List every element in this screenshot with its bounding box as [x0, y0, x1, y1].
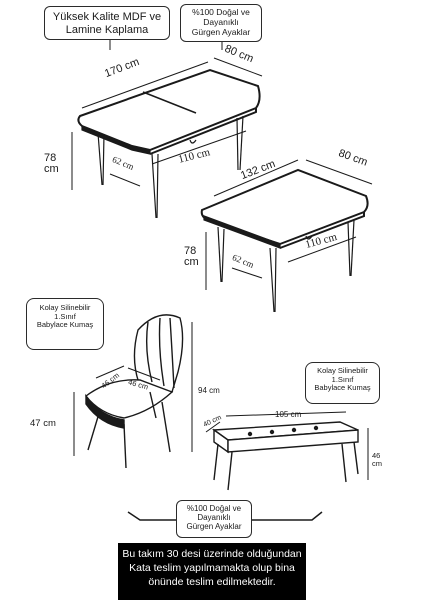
callout-text: Babylace Kumaş — [314, 383, 371, 393]
callout-text: Lamine Kaplama — [65, 23, 149, 36]
callout-text: 1.Sınıf — [54, 311, 76, 321]
callout-text: Gürgen Ayaklar — [186, 522, 242, 532]
callout-text: %100 Doğal ve — [192, 7, 250, 17]
chair-seat-height-label: 47 cm — [30, 418, 56, 429]
notice-line: önünde teslim edilmektedir. — [148, 576, 276, 589]
callout-text: Dayanıklı — [203, 16, 239, 27]
bench-depth-label: 40 cm — [202, 414, 223, 429]
closed-table-illustration — [202, 170, 368, 312]
chair-depth-label: 46 cm — [99, 370, 122, 391]
height-unit: cm — [44, 163, 59, 175]
height-value: 78 — [44, 152, 57, 164]
closed-height-label — [184, 246, 199, 268]
bench-fabric-callout — [305, 362, 380, 404]
closed-leg-span-label: 62 cm — [230, 252, 256, 270]
extended-width-label: 80 cm — [222, 42, 256, 66]
delivery-notice — [118, 543, 306, 600]
height-value: 78 — [184, 245, 197, 257]
callout-text: Kolay Silinebilir — [39, 303, 91, 312]
natural-legs-callout-bottom — [176, 500, 252, 538]
closed-length-label: 132 cm — [239, 157, 278, 183]
extended-inner-label: 110 cm — [177, 146, 212, 166]
chair-total-height-label: 94 cm — [198, 386, 220, 395]
chair-fabric-callout — [26, 298, 104, 350]
callout-text: Dayanıklı — [197, 513, 231, 523]
extended-table-illustration — [78, 70, 259, 218]
closed-inner-label: 110 cm — [303, 231, 339, 251]
callout-text: %100 Doğal ve — [186, 504, 242, 513]
bench-height-label — [372, 452, 382, 467]
extended-leg-span-label: 62 cm — [110, 154, 136, 172]
notice-line: Kata teslim yapılmamakta olup bina — [129, 562, 295, 575]
extended-length-label: 170 cm — [103, 55, 142, 81]
notice-line: Bu takım 30 desi üzerinde olduğundan — [122, 548, 302, 560]
callout-text: Kolay Silinebilir — [317, 366, 368, 375]
callout-text: Yüksek Kalite MDF ve — [52, 11, 162, 23]
extended-height-label — [44, 153, 59, 175]
chair-width-label: 46 cm — [127, 377, 150, 392]
natural-legs-callout-top — [180, 4, 262, 42]
height-value: 46 — [372, 451, 381, 460]
callout-text: Babylace Kumaş — [36, 320, 94, 330]
bench-illustration — [214, 422, 358, 490]
height-unit: cm — [372, 458, 382, 468]
mdf-quality-callout — [44, 6, 170, 40]
bench-length-label: 105 cm — [275, 410, 302, 419]
closed-width-label: 80 cm — [336, 147, 370, 169]
height-unit: cm — [184, 256, 199, 268]
callout-text: 1.Sınıf — [331, 374, 354, 384]
callout-text: Gürgen Ayaklar — [191, 26, 251, 37]
